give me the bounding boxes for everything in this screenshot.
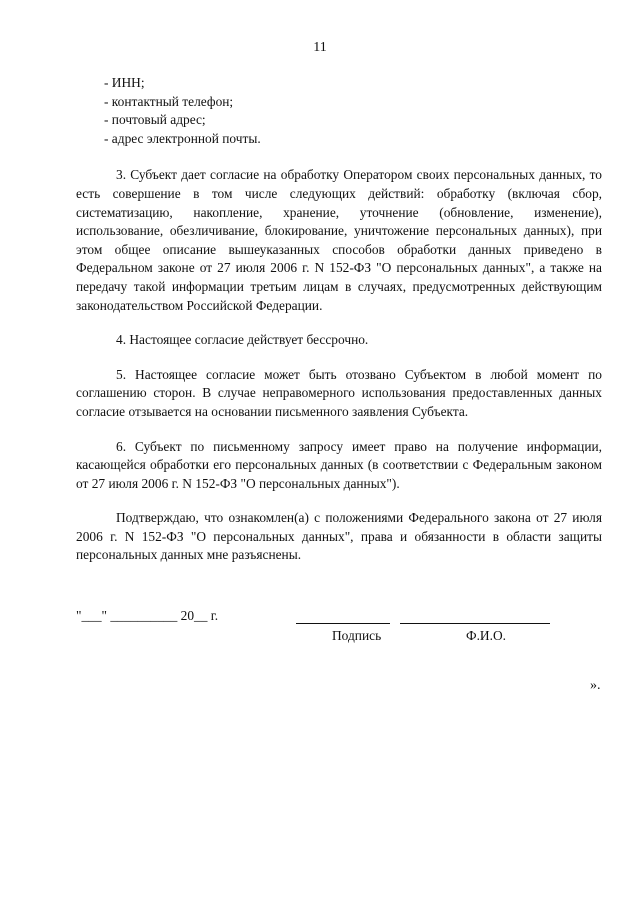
paragraph-consent-processing: 3. Субъект дает согласие на обработку Оператором своих персональных данных, то есть совершение в том числе следующих действий: обработку (включая сбор, систематизацию, накопление, хранение, уточнение (обновление, изменение), использование, обезличивание, блокирование, уничтожение персональных данных), при этом общее описание вышеуказанных способов обработки данных приведено в Федеральном законе от 27 июля 2006 г. N 152-ФЗ "О персональных данных", а также на передачу такой информации третьим лицам в случаях, предусмотренных действующим законодательством Российской Федерации. (76, 167, 602, 313)
paragraph-information-request: 6. Субъект по письменному запросу имеет право на получение информации, касающейся обработки его персональных данных (в соответствии с Федеральным законом от 27 июля 2006 г. N 152-ФЗ "О персональных данных"). (76, 438, 602, 491)
document-body (76, 74, 602, 565)
name-label: Ф.И.О. (466, 628, 506, 643)
list-item: - ИНН; (104, 75, 145, 90)
paragraph-validity: 4. Настоящее согласие действует бессрочно. (116, 332, 369, 348)
page-number: 11 (313, 40, 327, 55)
name-line (400, 623, 550, 624)
paragraph-revocation: 5. Настоящее согласие может быть отозвано Субъектом в любой момент по соглашению сторон. В случае неправомерного использования предоставленных данных согласие отзывается на основании письменного заявления Субъекта. (76, 366, 602, 419)
closing-mark: ». (590, 678, 601, 693)
list-item: - почтовый адрес; (104, 112, 206, 128)
list-item: - адрес электронной почты. (104, 130, 261, 146)
paragraph-confirmation: Подтверждаю, что ознакомлен(а) с положениями Федерального закона от 27 июля 2006 г. N 152-ФЗ "О персональных данных", права и обязанности в области защиты персональных данных мне разъяснены. (76, 510, 602, 563)
signature-label: Подпись (332, 628, 382, 643)
signature-date: "___" __________ 20__ г. (76, 608, 219, 623)
signature-line (296, 623, 390, 624)
contact-list (76, 74, 602, 148)
list-item: - контактный телефон; (104, 93, 234, 109)
